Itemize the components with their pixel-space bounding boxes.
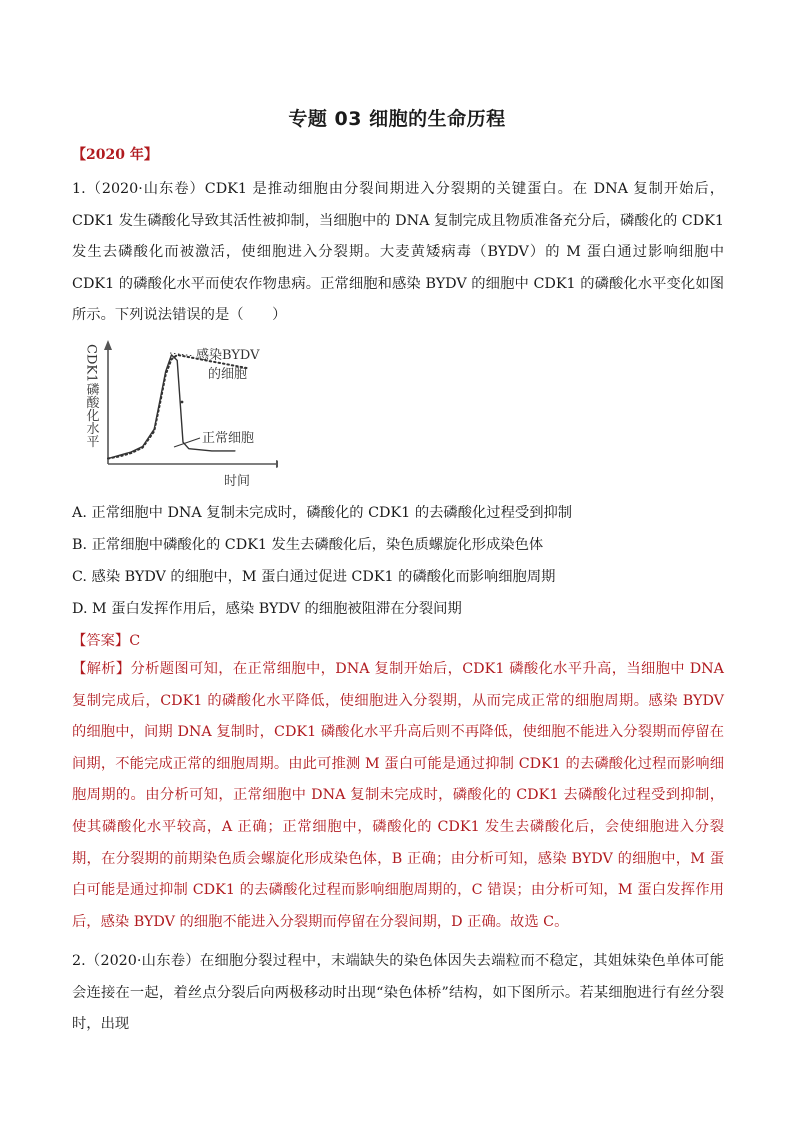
question-2-stem: 2.（2020·山东卷）在细胞分裂过程中，末端缺失的染色体因失去端粒而不稳定，其姐妹染色单体可能会连接在一起，着丝点分裂后向两极移动时出现“染色体桥”结构，如下图所示。若某细胞进行有丝分裂时，出现 — [72, 953, 724, 1033]
question-1-stem: 1.（2020·山东卷）CDK1 是推动细胞由分裂间期进入分裂期的关键蛋白。在 DNA 复制开始后，CDK1 发生磷酸化导致其活性被抑制，当细胞中的 DNA 复制完成且物质准备充分后，磷酸化的 CDK1 发生去磷酸化而被激活，使细胞进入分裂期。大麦黄矮病毒（BYDV）的 M 蛋白通过影响细胞中 CDK1 的磷酸化水平而使农作物患病。正常细胞和感染 BYDV 的细胞中 CDK1 的磷酸化水平变化如图所示。下列说法错误的是（ ） — [72, 181, 724, 324]
option-a: A. 正常细胞中 DNA 复制未完成时，磷酸化的 CDK1 的去磷酸化过程受到抑制 — [72, 505, 573, 521]
answer-line — [72, 631, 140, 651]
option-b: B. 正常细胞中磷酸化的 CDK1 发生去磷酸化后，染色质螺旋化形成染色体 — [72, 537, 544, 553]
analysis-text: 分析题图可知，在正常细胞中，DNA 复制开始后，CDK1 磷酸化水平升高，当细胞中 DNA 复制完成后，CDK1 的磷酸化水平降低，使细胞进入分裂期，从而完成正常的细胞周期。感染 BYDV 的细胞中，间期 DNA 复制时，CDK1 磷酸化水平升高后则不再降低，使细胞不能进入分裂期而停留在间期，不能完成正常的细胞周期。由此可推测 M 蛋白可能是通过抑制 CDK1 的去磷酸化过程而影响细胞周期的。由分析可知，正常细胞中 DNA 复制未完成时，磷酸化的 CDK1 去磷酸化过程受到抑制，使其磷酸化水平较高，A 正确；正常细胞中，磷酸化的 CDK1 发生去磷酸化后，会使细胞进入分裂期，在分裂期的前期染色质会螺旋化形成染色体，B 正确；由分析可知，感染 BYDV 的细胞中，M 蛋白可能是通过抑制 CDK1 的去磷酸化过程而影响细胞周期的，C 错误；由分析可知，M 蛋白发挥作用后，感染 BYDV 的细胞不能进入分裂期而停留在分裂间期，D 正确。故选 C。 — [72, 661, 725, 930]
answer-label: 【答案】 — [72, 633, 130, 649]
page-title: 专题 03 细胞的生命历程 — [288, 108, 506, 130]
analysis-label: 【解析】 — [72, 661, 131, 677]
annotation-infected-line2: 的细胞 — [208, 367, 248, 382]
cdk1-phosphorylation-chart — [78, 338, 278, 490]
annotation-infected-line1: 感染BYDV — [196, 348, 260, 363]
answer-value: C — [129, 633, 141, 649]
year-heading: 【2020 年】 — [72, 147, 158, 163]
x-axis-arrow — [276, 460, 278, 468]
chart-ylabel: CDK1磷酸化水平 — [83, 344, 99, 448]
chart-dot — [181, 401, 184, 404]
y-axis-arrow — [104, 340, 112, 350]
option-c: C. 感染 BYDV 的细胞中，M 蛋白通过促进 CDK1 的磷酸化而影响细胞周期 — [72, 569, 556, 585]
chart-xlabel: 时间 — [224, 474, 251, 489]
analysis-paragraph — [72, 654, 724, 938]
annotation-normal: 正常细胞 — [202, 431, 255, 446]
annotation-leader-infected — [170, 353, 194, 356]
option-d: D. M 蛋白发挥作用后，感染 BYDV 的细胞被阻滞在分裂间期 — [72, 601, 462, 617]
